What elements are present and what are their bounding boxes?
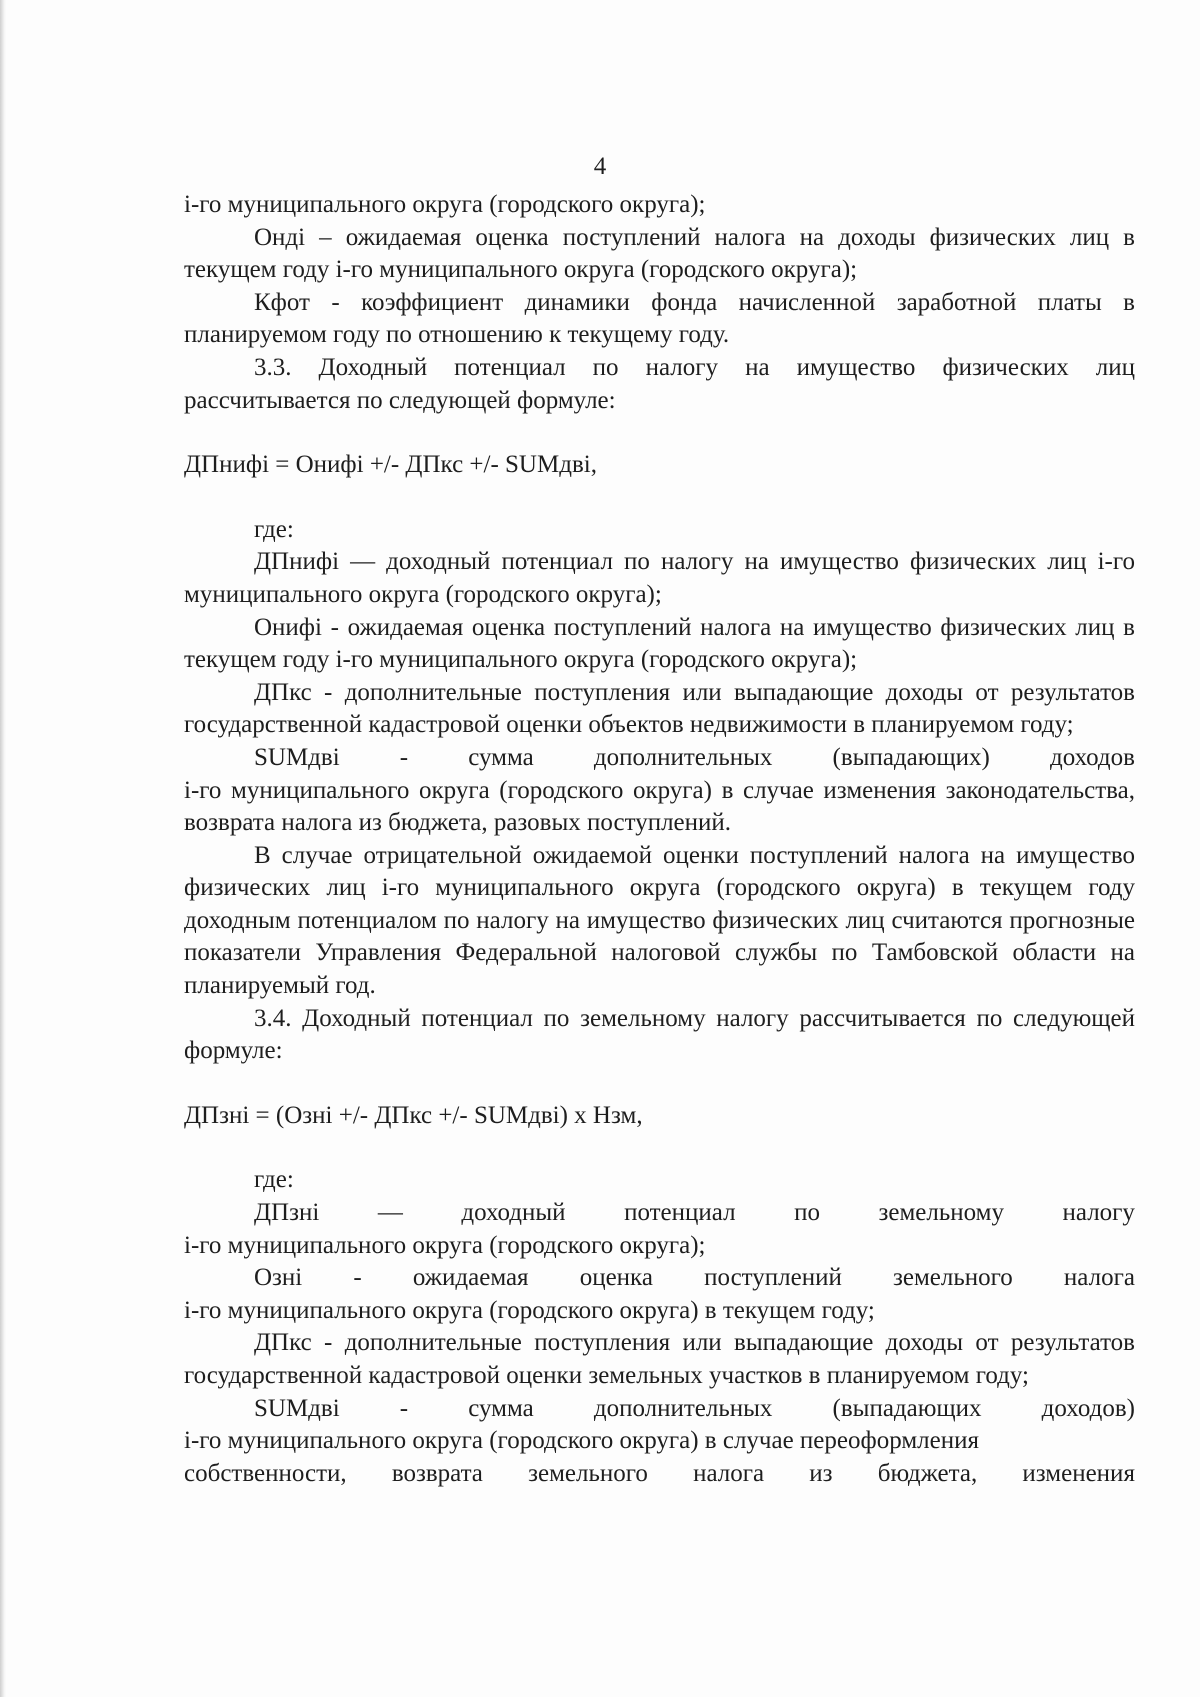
word: оценка bbox=[579, 1264, 653, 1292]
paragraph-kfot-definition: Кфот - коэффициент динамики фонда начисленной заработной платы в планируемом году по отношению к текущему году. bbox=[184, 288, 1135, 349]
word: по bbox=[794, 1199, 820, 1227]
word: налога bbox=[693, 1459, 765, 1487]
paragraph-negative-estimate: В случае отрицательной ожидаемой оценки поступлений налога на имущество физических лиц i-го муниципального округа (городского округа) в текущем году доходным потенциалом по налогу на имущество физических лиц считаются прогнозные показатели Управления Федеральной налоговой службы по Тамбовской области на планируемый год. bbox=[184, 841, 1135, 1000]
word: ДПзні bbox=[254, 1199, 320, 1227]
page-number: 4 bbox=[593, 153, 607, 180]
word: доходов bbox=[1050, 743, 1135, 771]
paragraph-sumdvi-land-third-line bbox=[184, 1458, 1135, 1491]
word: дополнительных bbox=[593, 743, 773, 771]
word: (выпадающих) bbox=[832, 743, 990, 771]
word: — bbox=[377, 1199, 403, 1227]
word: - bbox=[353, 1264, 362, 1292]
paragraph-sumdvi-rest: i-го муниципального округа (городского округа) в случае изменения законодательства, возврата налога из бюджета, разовых поступлений. bbox=[184, 776, 1135, 837]
word: налога bbox=[1063, 1264, 1135, 1292]
paragraph-continuation: i-го муниципального округа (городского округа); bbox=[184, 191, 706, 218]
scan-edge-shadow bbox=[0, 0, 6, 1697]
paragraph-dpks-land-definition: ДПкс - дополнительные поступления или выпадающие доходы от результатов государственной кадастровой оценки земельных участков в планируемом году; bbox=[184, 1329, 1135, 1389]
word: SUMдві bbox=[254, 1394, 340, 1422]
word: налогу bbox=[1062, 1199, 1135, 1227]
where-label: где: bbox=[254, 1166, 294, 1194]
paragraph-ondi-definition: Онді – ожидаемая оценка поступлений налога на доходы физических лиц в текущем году i-го муниципального округа (городского округа); bbox=[184, 223, 1135, 284]
word: SUMдві bbox=[254, 743, 340, 771]
paragraph-dpzni-rest: i-го муниципального округа (городского округа); bbox=[184, 1231, 706, 1259]
word: поступлений bbox=[704, 1264, 842, 1292]
word: возврата bbox=[391, 1459, 483, 1487]
word: ожидаемая bbox=[412, 1264, 529, 1292]
paragraph-ozni-first-line bbox=[184, 1262, 1135, 1295]
word: - bbox=[399, 1394, 409, 1422]
word: земельного bbox=[892, 1264, 1013, 1292]
paragraph-section-3-3: 3.3. Доходный потенциал по налогу на имущество физических лиц рассчитывается по следующей формуле: bbox=[184, 353, 1135, 414]
paragraph-onifi-definition: Онифі - ожидаемая оценка поступлений налога на имущество физических лиц в текущем году i-го муниципального округа (городского округа); bbox=[184, 613, 1135, 674]
formula-land-tax: ДПзні = (Озні +/- ДПкс +/- SUMдві) х Нзм, bbox=[184, 1101, 643, 1129]
paragraph-section-3-4: 3.4. Доходный потенциал по земельному налогу рассчитывается по следующей формуле: bbox=[184, 1004, 1135, 1065]
word: собственности, bbox=[184, 1459, 347, 1487]
word: доходный bbox=[461, 1199, 566, 1227]
paragraph-sumdvi-land-first-line bbox=[184, 1393, 1135, 1426]
word: потенциал bbox=[624, 1199, 736, 1227]
where-label: где: bbox=[254, 515, 294, 543]
paragraph-dpzni-first-line bbox=[184, 1197, 1135, 1230]
word: - bbox=[399, 743, 409, 771]
word: земельному bbox=[878, 1199, 1004, 1227]
word: земельного bbox=[528, 1459, 648, 1487]
word: (выпадающих bbox=[832, 1394, 982, 1422]
document-body bbox=[184, 189, 1135, 1490]
word: изменения bbox=[1022, 1459, 1135, 1487]
word: дополнительных bbox=[593, 1394, 773, 1422]
paragraph-sumdvi-first-line bbox=[184, 742, 1135, 775]
word: бюджета, bbox=[877, 1459, 978, 1487]
word: сумма bbox=[468, 1394, 534, 1422]
formula-property-tax: ДПнифі = Онифі +/- ДПкс +/- SUMдві, bbox=[184, 451, 597, 479]
paragraph-ozni-rest: i-го муниципального округа (городского округа) в текущем году; bbox=[184, 1296, 875, 1324]
word: доходов) bbox=[1041, 1394, 1135, 1422]
word: из bbox=[809, 1459, 833, 1487]
paragraph-dpnifi-definition: ДПнифі — доходный потенциал по налогу на имущество физических лиц i-го муниципального округа (городского округа); bbox=[184, 548, 1135, 608]
word: Озні bbox=[254, 1264, 303, 1292]
paragraph-sumdvi-land-second-line: i-го муниципального округа (городского округа) в случае переоформления bbox=[184, 1427, 979, 1455]
paragraph-dpks-definition: ДПкс - дополнительные поступления или выпадающие доходы от результатов государственной кадастровой оценки объектов недвижимости в планируемом году; bbox=[184, 678, 1135, 739]
word: сумма bbox=[468, 743, 534, 771]
